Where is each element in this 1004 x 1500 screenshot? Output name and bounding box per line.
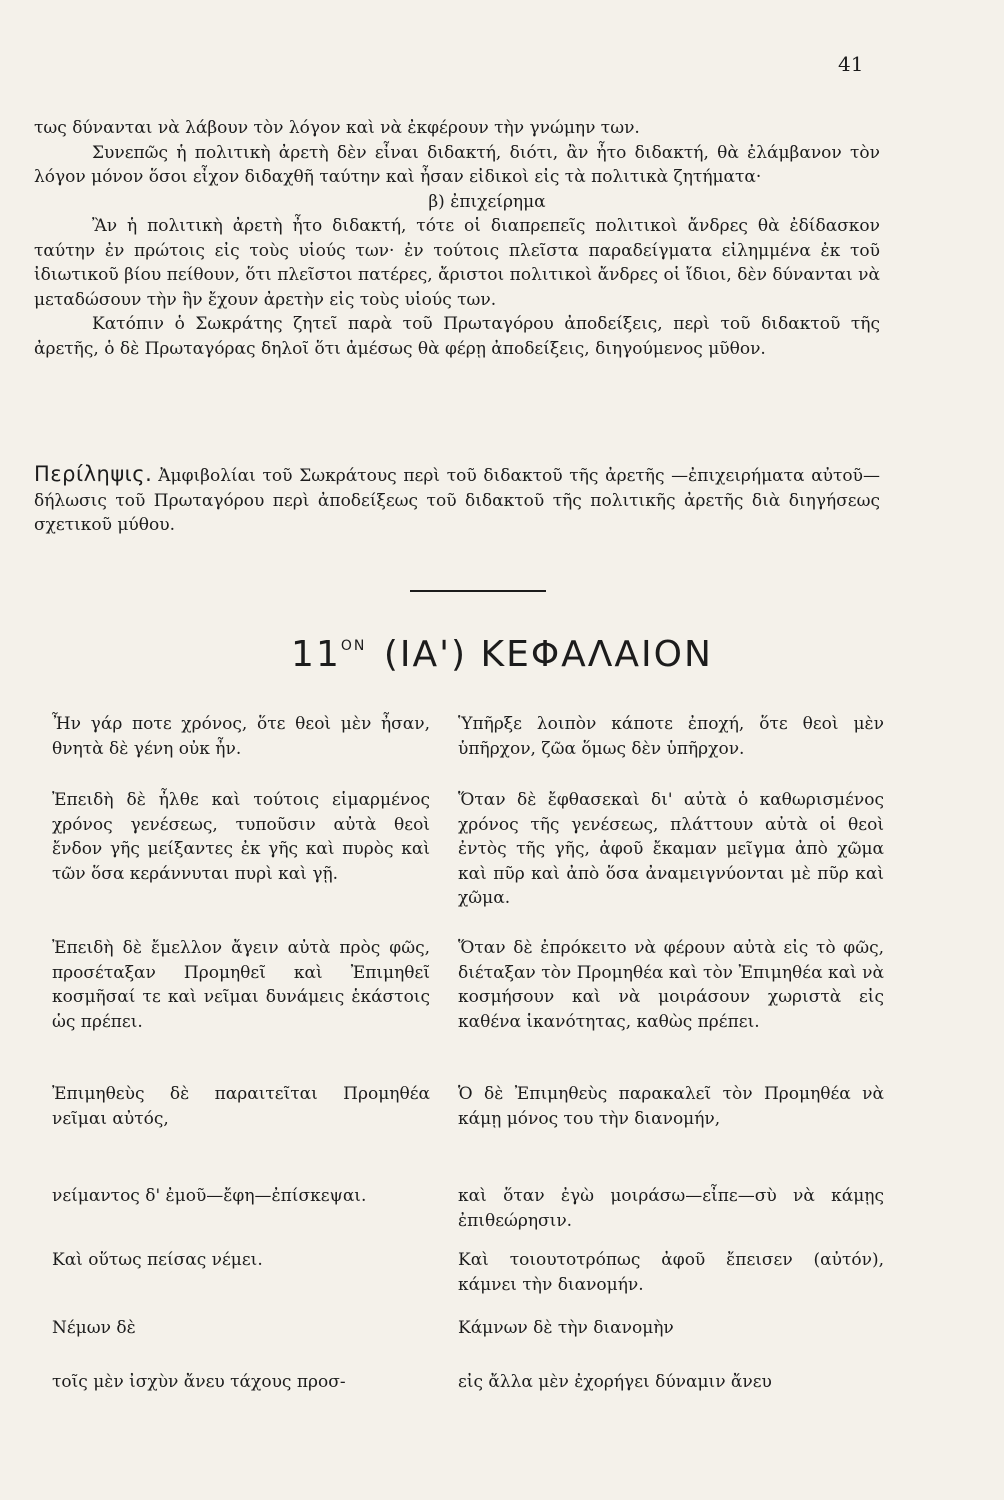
ancient-text: Καὶ οὕτως πείσας νέμει. — [52, 1250, 263, 1270]
ancient-text: Ἐπιμηθεὺς δὲ παραιτεῖται Προμηθέα νεῖμαι αὐτός, — [52, 1084, 430, 1129]
argument-paragraph: Ἂν ἡ πολιτικὴ ἀρετὴ ἦτο διδακτή, τότε οἱ διαπρεπεῖς πολιτικοὶ ἄνδρες θὰ ἐδίδασκον ταύτην ἐν πρώτοις εἰς τοὺς υἱούς των· ἐν τούτοις πλεῖστα παραδείγματα εἰλημμένα ἐκ τοῦ ἰδιωτικοῦ βίου πείθουν, ὅτι πλεῖστοι πατέρες, ἄριστοι πολιτικοὶ ἄνδρες οἱ ἴδιοι, δὲν δύνανται νὰ μεταδώσουν τὴν ἣν ἔχουν ἀρετὴν εἰς τοὺς υἱούς των. — [34, 216, 880, 310]
ancient-text: τοῖς μὲν ἰσχὺν ἄνευ τάχους προσ- — [52, 1372, 346, 1392]
summary-lead: Περίληψις. — [34, 462, 153, 486]
chapter-title — [0, 634, 1004, 675]
translation-text: Ὅταν δὲ ἔφθασεκαὶ δι' αὐτὰ ὁ καθωρισμένος χρόνος τῆς γενέσεως, πλάττουν αὐτὰ οἱ θεοὶ ἐντὸς τῆς γῆς, ἀφοῦ ἔκαμαν μεῖγμα ἀπὸ χῶμα καὶ πῦρ καὶ ἀπὸ ὅσα ἀναμειγνύονται μὲ πῦρ καὶ χῶμα. — [458, 790, 884, 908]
translation-text: Ὅταν δὲ ἐπρόκειτο νὰ φέρουν αὐτὰ εἰς τὸ φῶς, διέταξαν τὸν Προμηθέα καὶ τὸν Ἐπιμηθέα καὶ νὰ κοσμήσουν καὶ νὰ μοιράσουν χωριστὰ εἰς καθένα ἱκανότητας, καθὼς πρέπει. — [458, 938, 884, 1032]
ancient-text: Ἐπειδὴ δὲ ἦλθε καὶ τούτοις εἱμαρμένος χρόνος γενέσεως, τυποῦσιν αὐτὰ θεοὶ ἔνδον γῆς μείξαντες ἐκ γῆς καὶ πυρὸς καὶ τῶν ὅσα κεράννυται πυρὶ καὶ γῇ. — [52, 790, 430, 884]
ancient-text: Ἐπειδὴ δὲ ἔμελλον ἄγειν αὐτὰ πρὸς φῶς, προσέταξαν Προμηθεῖ καὶ Ἐπιμηθεῖ κοσμῆσαί τε καὶ νεῖμαι δυνάμεις ἑκάστοις ὡς πρέπει. — [52, 938, 430, 1032]
translation-text: Ὑπῆρξε λοιπὸν κάποτε ἐποχή, ὅτε θεοὶ μὲν ὑπῆρχον, ζῶα ὅμως δὲν ὑπῆρχον. — [458, 714, 884, 759]
chapter-number: 11 — [291, 634, 341, 675]
translation-text: Καὶ τοιουτοτρόπως ἀφοῦ ἔπεισεν (αὐτόν), κάμνει τὴν διανομήν. — [458, 1250, 884, 1295]
ancient-text: Νέμων δὲ — [52, 1318, 136, 1338]
translation-text: Κάμνων δὲ τὴν διανομὴν — [458, 1318, 674, 1338]
section-divider — [410, 590, 546, 592]
summary-text: Ἀμφιβολίαι τοῦ Σωκράτους περὶ τοῦ διδακτοῦ τῆς ἀρετῆς —ἐπιχειρήματα αὐτοῦ—δήλωσις τοῦ Πρωταγόρου περὶ ἀποδείξεως τοῦ διδακτοῦ τῆς πολιτικῆς ἀρετῆς διὰ διηγήσεως σχετικοῦ μύθου. — [34, 466, 880, 535]
page-number: 41 — [838, 52, 864, 76]
ancient-text: νείμαντος δ' ἐμοῦ—ἔφη—ἐπίσκεψαι. — [52, 1186, 367, 1206]
translation-text: Ὁ δὲ Ἐπιμηθεὺς παρακαλεῖ τὸν Προμηθέα νὰ κάμῃ μόνος του τὴν διανομήν, — [458, 1084, 884, 1129]
closing-paragraph: Κατόπιν ὁ Σωκράτης ζητεῖ παρὰ τοῦ Πρωταγόρου ἀποδείξεις, περὶ τοῦ διδακτοῦ τῆς ἀρετῆς, ὁ δὲ Πρωταγόρας δηλοῖ ὅτι ἀμέσως θὰ φέρῃ ἀποδείξεις, διηγούμενος μῦθον. — [34, 314, 880, 359]
intro-section — [34, 116, 880, 361]
translation-text: καὶ ὅταν ἐγὼ μοιράσω—εἶπε—σὺ νὰ κάμῃς ἐπιθεώρησιν. — [458, 1186, 884, 1231]
intro-line: τως δύνανται νὰ λάβουν τὸν λόγον καὶ νὰ ἐκφέρουν τὴν γνώμην των. — [34, 118, 640, 138]
ancient-text: Ἦν γάρ ποτε χρόνος, ὅτε θεοὶ μὲν ἦσαν, θνητὰ δὲ γένη οὐκ ἦν. — [52, 714, 430, 759]
chapter-superscript: ON — [340, 638, 367, 654]
intro-paragraph: Συνεπῶς ἡ πολιτικὴ ἀρετὴ δὲν εἶναι διδακτή, διότι, ἂν ἦτο διδακτή, θὰ ἐλάμβανον τὸν λόγον μόνον ὅσοι εἶχον διδαχθῆ ταύτην καὶ ἦσαν εἰδικοὶ εἰς τὰ πολιτικὰ ζητήματα· — [34, 142, 880, 187]
chapter-heading: (ΙΑ') ΚΕΦΑΛΑΙΟΝ — [383, 634, 713, 675]
translation-text: εἰς ἄλλα μὲν ἐχορήγει δύναμιν ἄνευ — [458, 1372, 772, 1392]
summary-section — [34, 462, 880, 538]
argument-heading: β) ἐπιχείρημα — [428, 191, 546, 212]
